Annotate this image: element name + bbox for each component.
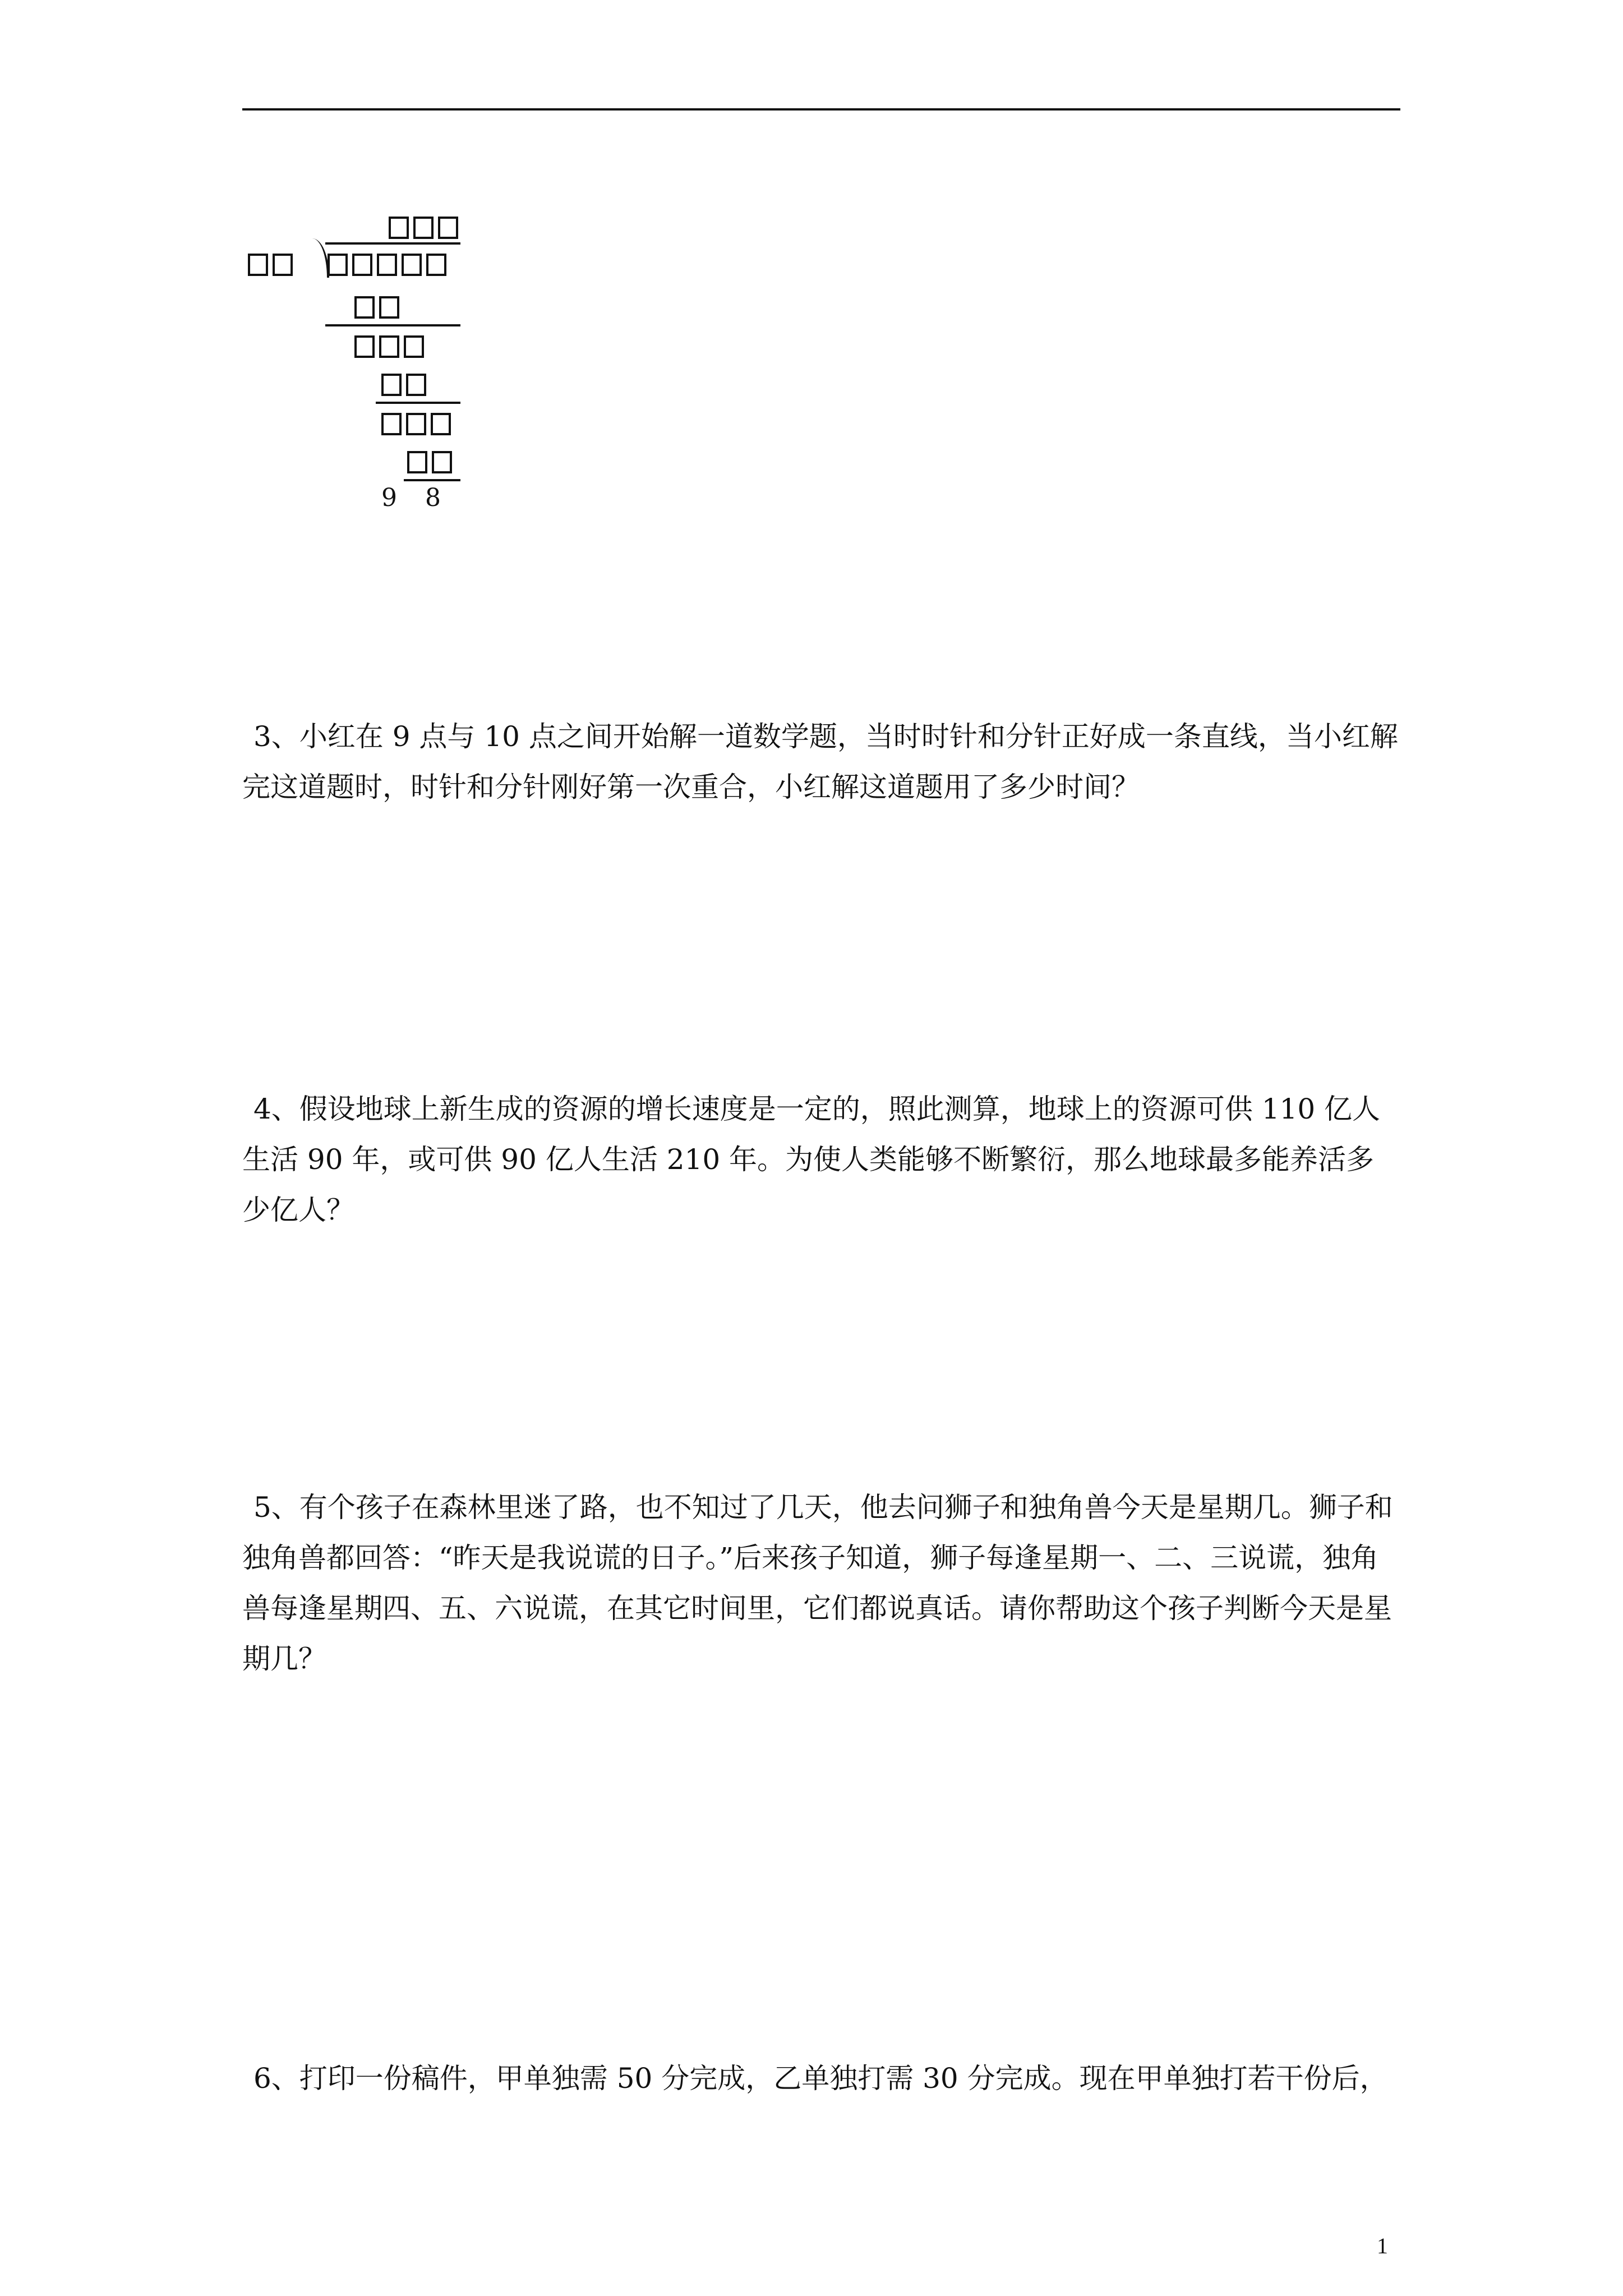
dividend-box [402,254,422,276]
step-box [381,413,402,435]
dividend-box [352,254,372,276]
dividend-box [377,254,397,276]
step-box [379,335,399,358]
long-division-diagram [247,213,482,527]
question-6: 6、打印一份稿件，甲单独需 50 分完成，乙单独打需 30 分完成。现在甲单独打若干份后， [253,2062,1388,2095]
division-remainder: 9 8 [381,484,451,512]
divisor-box [248,254,268,276]
step-line [376,402,460,404]
divisor-box [273,254,293,276]
step-box [379,296,399,319]
page-number: 1 [1377,2233,1388,2258]
step-box [381,374,402,396]
dividend-box [328,254,348,276]
step-box [407,451,427,473]
question-4: 4、假设地球上新生成的资源的增长速度是一定的，照此测算，地球上的资源可供 110 亿人生活 90 年，或可供 90 亿人生活 210 年。为使人类能够不断繁衍，那么地球最多能养活多少亿人？ [242,1093,1381,1226]
question-3: 3、小红在 9 点与 10 点之间开始解一道数学题，当时时针和分针正好成一条直线，当小红解完这道题时，时针和分针刚好第一次重合，小红解这道题用了多少时间？ [242,720,1398,803]
step-box [354,296,375,319]
division-bar [325,242,460,245]
header-rule [242,108,1400,111]
step-line [404,479,460,481]
quotient-box [413,217,434,239]
step-box [404,335,424,358]
step-box [431,413,451,435]
quotient-box [389,217,409,239]
dividend-box [426,254,446,276]
question-5: 5、有个孩子在森林里迷了路，也不知过了几天，他去问狮子和独角兽今天是星期几。狮子和独角兽都回答：“昨天是我说谎的日子。”后来孩子知道，狮子每逢星期一、二、三说谎，独角兽每逢星期四、五、六说谎，在其它时间里，它们都说真话。请你帮助这个孩子判断今天是星期几？ [242,1491,1393,1675]
quotient-box [438,217,458,239]
step-line [325,324,460,326]
step-box [406,374,426,396]
step-box [406,413,426,435]
step-box [354,335,375,358]
step-box [432,451,452,473]
